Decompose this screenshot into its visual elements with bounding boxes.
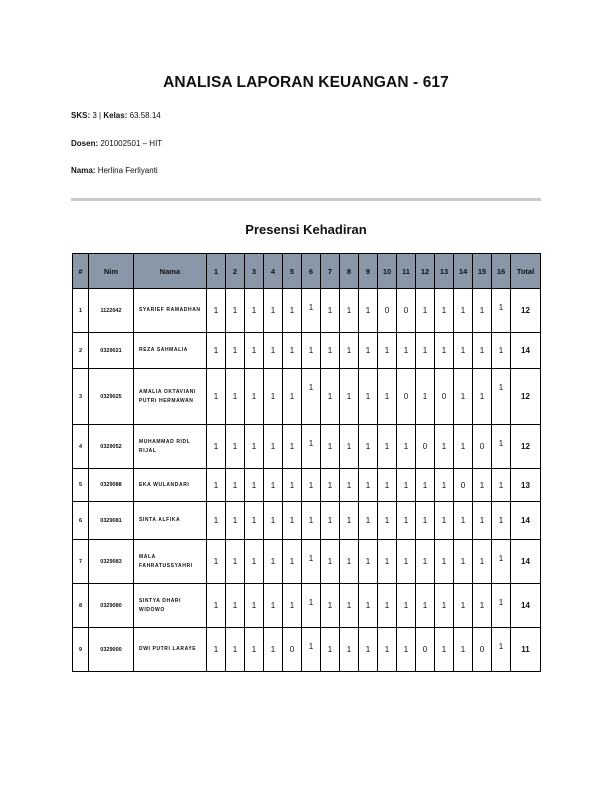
- dosen-line: [71, 139, 162, 148]
- table-row: [73, 425, 541, 469]
- nama-cell: SYARIEF RAMADHAN: [134, 289, 207, 333]
- attendance-cell: 1: [416, 289, 435, 333]
- attendance-cell: 1: [454, 333, 473, 369]
- column-header: 7: [321, 254, 340, 289]
- row-number: 9: [73, 628, 89, 672]
- attendance-cell: 1: [302, 425, 321, 469]
- attendance-cell: 1: [359, 469, 378, 502]
- attendance-cell: 1: [321, 333, 340, 369]
- total-cell: 12: [511, 425, 541, 469]
- attendance-cell: 1: [302, 502, 321, 540]
- dosen-label: Dosen:: [71, 139, 99, 148]
- attendance-cell: 1: [207, 369, 226, 425]
- attendance-cell: 1: [226, 289, 245, 333]
- attendance-cell: 1: [378, 333, 397, 369]
- column-header: 10: [378, 254, 397, 289]
- nama-cell: AMALIA OKTAVIANI PUTRI HERMAWAN: [134, 369, 207, 425]
- attendance-cell: 1: [264, 628, 283, 672]
- nama-cell: MALA FAHRATUSSYAHRI: [134, 540, 207, 584]
- attendance-cell: 1: [302, 333, 321, 369]
- attendance-cell: 1: [283, 584, 302, 628]
- attendance-cell: 1: [378, 584, 397, 628]
- attendance-cell: 1: [397, 628, 416, 672]
- column-header: 2: [226, 254, 245, 289]
- attendance-cell: 1: [473, 369, 492, 425]
- attendance-cell: 1: [435, 584, 454, 628]
- attendance-cell: 1: [492, 289, 511, 333]
- attendance-cell: 1: [245, 540, 264, 584]
- attendance-cell: 1: [226, 425, 245, 469]
- nama-cell: REZA SAHMALIA: [134, 333, 207, 369]
- attendance-cell: 1: [207, 425, 226, 469]
- attendance-cell: 1: [340, 584, 359, 628]
- attendance-cell: 1: [454, 369, 473, 425]
- column-header: 3: [245, 254, 264, 289]
- total-cell: 14: [511, 502, 541, 540]
- table-row: [73, 469, 541, 502]
- attendance-cell: 1: [226, 502, 245, 540]
- attendance-cell: 0: [397, 289, 416, 333]
- total-cell: 13: [511, 469, 541, 502]
- attendance-cell: 1: [473, 289, 492, 333]
- attendance-cell: 1: [359, 628, 378, 672]
- column-header: 15: [473, 254, 492, 289]
- attendance-cell: 1: [226, 628, 245, 672]
- attendance-cell: 1: [245, 289, 264, 333]
- attendance-cell: 1: [340, 469, 359, 502]
- dosen-value: 201002501 – HIT: [100, 139, 163, 148]
- column-header: 9: [359, 254, 378, 289]
- column-header: 13: [435, 254, 454, 289]
- column-header: 1: [207, 254, 226, 289]
- attendance-cell: 1: [302, 469, 321, 502]
- attendance-cell: 1: [207, 289, 226, 333]
- table-row: [73, 584, 541, 628]
- attendance-cell: 1: [435, 289, 454, 333]
- attendance-cell: 1: [359, 333, 378, 369]
- nim-cell: 0329025: [89, 369, 134, 425]
- attendance-cell: 1: [245, 469, 264, 502]
- attendance-cell: 1: [416, 584, 435, 628]
- attendance-cell: 1: [340, 628, 359, 672]
- attendance-cell: 1: [397, 502, 416, 540]
- nama-cell: SINTA ALFIKA: [134, 502, 207, 540]
- attendance-cell: 1: [378, 469, 397, 502]
- attendance-cell: 1: [492, 469, 511, 502]
- table-row: [73, 333, 541, 369]
- attendance-cell: 1: [416, 333, 435, 369]
- attendance-cell: 1: [321, 425, 340, 469]
- attendance-cell: 1: [302, 584, 321, 628]
- attendance-cell: 1: [245, 584, 264, 628]
- row-number: 1: [73, 289, 89, 333]
- attendance-cell: 1: [302, 289, 321, 333]
- attendance-cell: 1: [340, 333, 359, 369]
- nama-cell: MUHAMMAD RIDL RIJAL: [134, 425, 207, 469]
- column-header: Nim: [89, 254, 134, 289]
- attendance-cell: 1: [264, 584, 283, 628]
- column-header: Nama: [134, 254, 207, 289]
- attendance-cell: 1: [397, 540, 416, 584]
- attendance-cell: 1: [226, 469, 245, 502]
- attendance-cell: 1: [245, 369, 264, 425]
- attendance-cell: 1: [359, 584, 378, 628]
- attendance-cell: 1: [283, 425, 302, 469]
- column-header: 16: [492, 254, 511, 289]
- attendance-cell: 1: [435, 333, 454, 369]
- attendance-cell: 1: [226, 369, 245, 425]
- attendance-cell: 1: [378, 502, 397, 540]
- attendance-cell: 1: [245, 628, 264, 672]
- attendance-cell: 1: [302, 628, 321, 672]
- attendance-cell: 1: [492, 628, 511, 672]
- table-header-row: [73, 254, 541, 289]
- column-header: 8: [340, 254, 359, 289]
- attendance-cell: 1: [207, 502, 226, 540]
- column-header: 4: [264, 254, 283, 289]
- column-header: Total: [511, 254, 541, 289]
- nim-cell: 0329081: [89, 502, 134, 540]
- section-title: Presensi Kehadiran: [245, 222, 367, 237]
- attendance-cell: 1: [226, 333, 245, 369]
- attendance-cell: 1: [359, 289, 378, 333]
- total-cell: 14: [511, 584, 541, 628]
- attendance-cell: 1: [378, 425, 397, 469]
- attendance-cell: 1: [264, 289, 283, 333]
- attendance-cell: 0: [378, 289, 397, 333]
- nama-label: Nama:: [71, 166, 96, 175]
- attendance-cell: 1: [283, 369, 302, 425]
- attendance-cell: 1: [207, 584, 226, 628]
- attendance-cell: 1: [435, 469, 454, 502]
- attendance-cell: 0: [416, 628, 435, 672]
- table-row: [73, 369, 541, 425]
- attendance-cell: 1: [435, 628, 454, 672]
- attendance-cell: 1: [245, 333, 264, 369]
- total-cell: 12: [511, 369, 541, 425]
- sks-label: SKS:: [71, 111, 91, 120]
- row-number: 2: [73, 333, 89, 369]
- attendance-cell: 0: [435, 369, 454, 425]
- attendance-cell: 1: [397, 425, 416, 469]
- attendance-cell: 1: [416, 502, 435, 540]
- attendance-cell: 1: [473, 584, 492, 628]
- attendance-cell: 0: [416, 425, 435, 469]
- attendance-cell: 1: [492, 425, 511, 469]
- attendance-cell: 1: [264, 469, 283, 502]
- attendance-cell: 1: [321, 289, 340, 333]
- attendance-cell: 1: [435, 502, 454, 540]
- attendance-cell: 1: [226, 540, 245, 584]
- row-number: 4: [73, 425, 89, 469]
- attendance-cell: 1: [264, 540, 283, 584]
- nama-line: [71, 166, 158, 175]
- attendance-cell: 1: [435, 425, 454, 469]
- attendance-cell: 1: [397, 584, 416, 628]
- table-row: [73, 502, 541, 540]
- attendance-cell: 1: [207, 628, 226, 672]
- attendance-cell: 1: [283, 289, 302, 333]
- attendance-cell: 1: [264, 425, 283, 469]
- sks-kelas-line: [71, 111, 161, 120]
- attendance-cell: 1: [340, 289, 359, 333]
- row-number: 7: [73, 540, 89, 584]
- table-row: [73, 289, 541, 333]
- nim-cell: 0329088: [89, 469, 134, 502]
- attendance-cell: 1: [264, 369, 283, 425]
- attendance-cell: 1: [492, 540, 511, 584]
- attendance-cell: 1: [416, 540, 435, 584]
- table-row: [73, 540, 541, 584]
- kelas-label: Kelas:: [103, 111, 128, 120]
- nama-cell: SINTYA DHARI WIDOWO: [134, 584, 207, 628]
- nim-cell: 1122042: [89, 289, 134, 333]
- column-header: 5: [283, 254, 302, 289]
- column-header: 12: [416, 254, 435, 289]
- attendance-cell: 1: [321, 502, 340, 540]
- attendance-cell: 0: [397, 369, 416, 425]
- attendance-cell: 1: [340, 425, 359, 469]
- attendance-cell: 1: [359, 540, 378, 584]
- column-header: 14: [454, 254, 473, 289]
- attendance-cell: 1: [226, 584, 245, 628]
- attendance-cell: 1: [245, 502, 264, 540]
- attendance-cell: 1: [264, 333, 283, 369]
- attendance-cell: 1: [416, 469, 435, 502]
- attendance-cell: 1: [359, 369, 378, 425]
- attendance-cell: 1: [321, 469, 340, 502]
- attendance-cell: 1: [492, 502, 511, 540]
- kelas-value: 63.58.14: [129, 111, 161, 120]
- attendance-cell: 1: [397, 333, 416, 369]
- attendance-cell: 1: [454, 289, 473, 333]
- document-title: ANALISA LAPORAN KEUANGAN - 617: [163, 74, 449, 91]
- attendance-cell: 1: [473, 502, 492, 540]
- row-number: 6: [73, 502, 89, 540]
- attendance-cell: 1: [492, 584, 511, 628]
- nama-cell: EKA WULANDARI: [134, 469, 207, 502]
- attendance-cell: 1: [283, 333, 302, 369]
- attendance-cell: 1: [283, 469, 302, 502]
- total-cell: 11: [511, 628, 541, 672]
- attendance-cell: 1: [302, 540, 321, 584]
- row-number: 3: [73, 369, 89, 425]
- attendance-cell: 0: [473, 628, 492, 672]
- column-header: 6: [302, 254, 321, 289]
- attendance-cell: 1: [321, 628, 340, 672]
- attendance-cell: 1: [321, 369, 340, 425]
- attendance-cell: 1: [340, 502, 359, 540]
- attendance-cell: 0: [473, 425, 492, 469]
- attendance-cell: 1: [283, 502, 302, 540]
- nim-cell: 0329083: [89, 540, 134, 584]
- attendance-cell: 1: [283, 540, 302, 584]
- attendance-cell: 1: [473, 469, 492, 502]
- attendance-cell: 1: [359, 502, 378, 540]
- total-cell: 14: [511, 540, 541, 584]
- column-header: 11: [397, 254, 416, 289]
- attendance-cell: 0: [454, 469, 473, 502]
- attendance-cell: 1: [416, 369, 435, 425]
- attendance-cell: 1: [378, 540, 397, 584]
- attendance-cell: 1: [454, 628, 473, 672]
- nim-cell: 0329000: [89, 628, 134, 672]
- total-cell: 14: [511, 333, 541, 369]
- attendance-cell: 1: [378, 369, 397, 425]
- attendance-cell: 1: [359, 425, 378, 469]
- attendance-table: [72, 253, 541, 672]
- column-header: #: [73, 254, 89, 289]
- attendance-cell: 1: [207, 333, 226, 369]
- attendance-cell: 0: [283, 628, 302, 672]
- nama-value: Herlina Ferliyanti: [97, 166, 158, 175]
- attendance-cell: 1: [321, 584, 340, 628]
- row-number: 8: [73, 584, 89, 628]
- attendance-cell: 1: [321, 540, 340, 584]
- sks-value: 3 |: [92, 111, 102, 120]
- attendance-cell: 1: [492, 369, 511, 425]
- divider: [71, 198, 541, 201]
- attendance-cell: 1: [454, 425, 473, 469]
- table-row: [73, 628, 541, 672]
- attendance-cell: 1: [454, 502, 473, 540]
- attendance-cell: 1: [454, 540, 473, 584]
- attendance-cell: 1: [473, 540, 492, 584]
- attendance-cell: 1: [454, 584, 473, 628]
- attendance-cell: 1: [207, 540, 226, 584]
- attendance-cell: 1: [473, 333, 492, 369]
- attendance-cell: 1: [207, 469, 226, 502]
- attendance-cell: 1: [397, 469, 416, 502]
- nim-cell: 0329080: [89, 584, 134, 628]
- attendance-cell: 1: [435, 540, 454, 584]
- total-cell: 12: [511, 289, 541, 333]
- nim-cell: 0329021: [89, 333, 134, 369]
- attendance-cell: 1: [340, 369, 359, 425]
- nim-cell: 0329052: [89, 425, 134, 469]
- attendance-cell: 1: [340, 540, 359, 584]
- nama-cell: DWI PUTRI LARAYE: [134, 628, 207, 672]
- row-number: 5: [73, 469, 89, 502]
- attendance-cell: 1: [378, 628, 397, 672]
- attendance-cell: 1: [264, 502, 283, 540]
- attendance-cell: 1: [302, 369, 321, 425]
- attendance-cell: 1: [245, 425, 264, 469]
- attendance-cell: 1: [492, 333, 511, 369]
